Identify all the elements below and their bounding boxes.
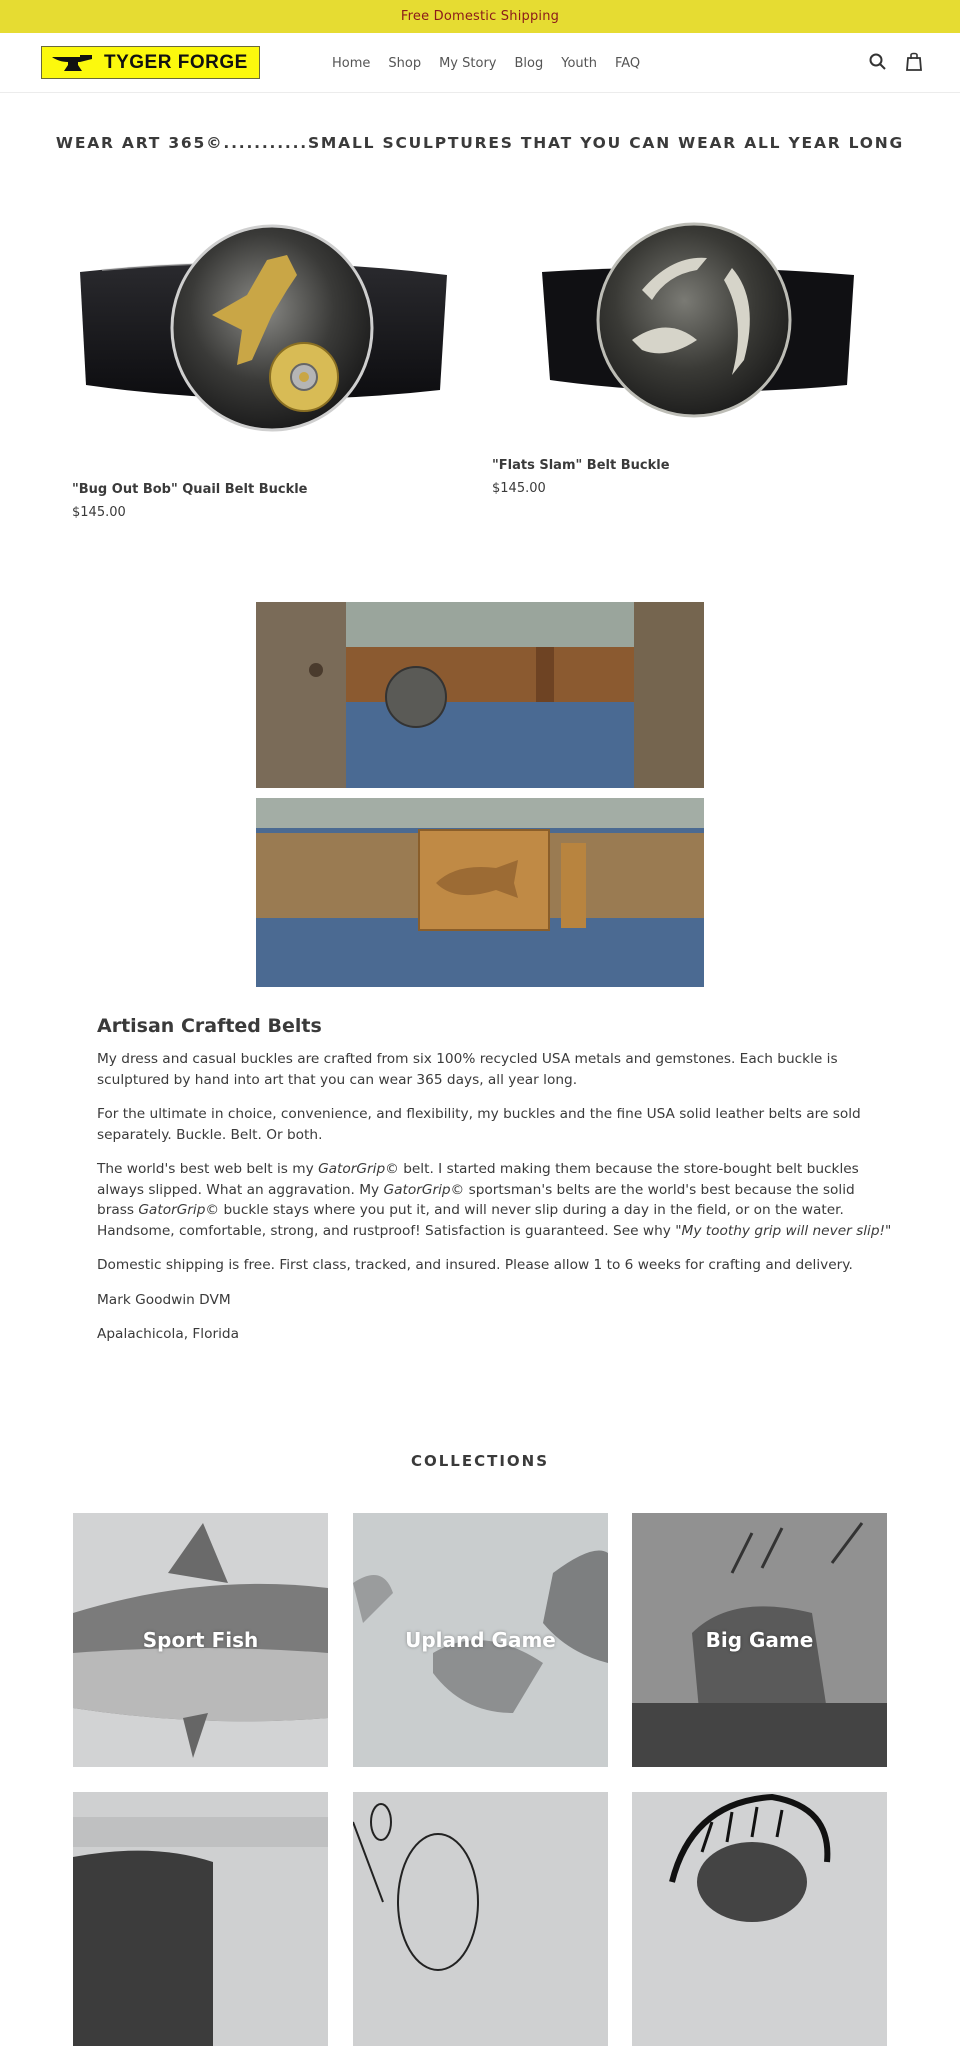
story-paragraph: For the ultimate in choice, convenience, and flexibility, my buckles and the fine USA solid leather belts are sold separately. Buckle. Belt. Or both. <box>97 1106 861 1143</box>
story-paragraph: The world's best web belt is my GatorGrip© belt. I started making them because the store-bought belt buckles always slipped. What an aggravation. My GatorGrip© sportsman's belts are the world's best because the solid brass GatorGrip© buckle stays where you put it, and will never slip during a day in the field, or on the water. Handsome, comfortable, strong, and rustproof! Satisfaction is guaranteed. See why "My toothy grip will never slip!" <box>97 1161 892 1239</box>
search-icon[interactable] <box>868 51 888 73</box>
collection-tile[interactable] <box>73 1792 328 2046</box>
main-nav <box>332 33 658 93</box>
collection-upland-game[interactable] <box>353 1513 608 1767</box>
collection-big-game[interactable] <box>632 1513 887 1767</box>
logo[interactable] <box>41 46 260 79</box>
nav-blog[interactable]: Blog <box>514 55 544 71</box>
featured-heading: WEAR ART 365©...........SMALL SCULPTURES THAT YOU CAN WEAR ALL YEAR LONG <box>55 134 905 152</box>
collections-heading: COLLECTIONS <box>410 1452 550 1470</box>
author-name: Mark Goodwin DVM <box>97 1291 231 1308</box>
product-image[interactable] <box>72 200 452 460</box>
slogan: "My toothy grip will never slip!" <box>675 1222 892 1239</box>
product-title[interactable]: "Flats Slam" Belt Buckle <box>492 458 670 473</box>
story-paragraph: Domestic shipping is free. First class, tracked, and insured. Please allow 1 to 6 weeks for crafting and delivery. <box>97 1257 853 1273</box>
nav-faq[interactable]: FAQ <box>614 55 641 71</box>
announcement-text: Free Domestic Shipping <box>400 9 560 24</box>
anvil-icon <box>50 54 94 72</box>
collection-sport-fish[interactable] <box>73 1513 328 1767</box>
product-card[interactable] <box>72 200 452 520</box>
nav-youth[interactable]: Youth <box>561 55 597 71</box>
product-image[interactable] <box>492 200 892 436</box>
cart-icon[interactable] <box>904 51 924 73</box>
collection-label: Big Game <box>705 1628 814 1652</box>
collection-tile[interactable] <box>632 1792 887 2046</box>
story-image-web-belt <box>256 798 704 987</box>
logo-text: TYGER FORGE <box>104 51 248 73</box>
story-article <box>97 1015 892 1359</box>
collection-label: Sport Fish <box>142 1628 259 1652</box>
story-paragraph: My dress and casual buckles are crafted from six 100% recycled USA metals and gemstones. Each buckle is sculptured by hand into art that you can wear 365 days, all year long. <box>97 1051 838 1088</box>
nav-shop[interactable]: Shop <box>388 55 422 71</box>
announcement-bar <box>0 0 960 33</box>
product-price: $145.00 <box>72 505 126 520</box>
collection-tile[interactable] <box>353 1792 608 2046</box>
nav-my-story[interactable]: My Story <box>439 55 497 71</box>
story-image-leather-belt <box>256 602 704 788</box>
product-card[interactable] <box>492 200 892 496</box>
collection-label: Upland Game <box>405 1628 556 1652</box>
brand-name: GatorGrip© <box>383 1181 465 1198</box>
author-location: Apalachicola, Florida <box>97 1326 239 1342</box>
brand-name: GatorGrip© <box>318 1161 399 1177</box>
product-price: $145.00 <box>492 481 546 496</box>
product-title[interactable]: "Bug Out Bob" Quail Belt Buckle <box>72 482 308 497</box>
story-heading: Artisan Crafted Belts <box>97 1015 322 1037</box>
site-header <box>0 33 960 93</box>
nav-home[interactable]: Home <box>332 55 371 71</box>
brand-name: GatorGrip© <box>138 1202 220 1218</box>
